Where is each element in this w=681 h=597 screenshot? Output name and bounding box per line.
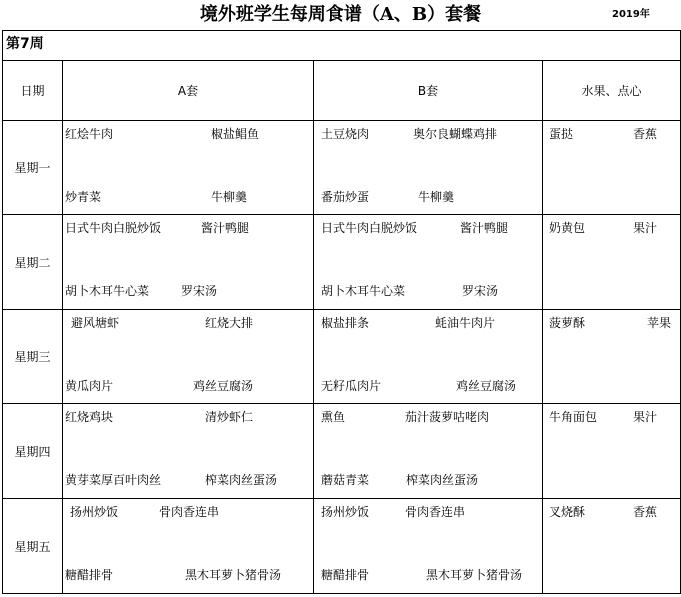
dish-item: 牛柳羹 [211,190,248,204]
dish-item: 黄瓜肉片 [65,379,114,393]
set-a-cell [62,403,314,499]
dish-item: 榨菜肉丝蛋汤 [406,473,479,487]
fruit-cell [542,120,681,215]
set-a-cell [62,120,314,215]
dish-item: 椒盐排条 [321,316,370,330]
dish-item: 日式牛肉白脱炒饭 [65,221,162,235]
dish-item: 奥尔良蝴蝶鸡排 [413,127,498,141]
dish-item: 果汁 [633,410,658,424]
dish-item: 罗宋汤 [462,284,499,298]
dish-item: 苹果 [647,316,672,330]
dish-item: 红烩牛肉 [65,127,114,141]
set-b-cell [313,120,543,215]
dish-item: 奶黄包 [549,221,586,235]
set-b-cell [313,498,543,594]
dish-item: 胡卜木耳牛心菜 [321,284,406,298]
set-b-cell [313,403,543,499]
dish-item: 蘑菇青菜 [321,473,370,487]
dish-item: 椒盐鲳鱼 [211,127,260,141]
dish-item: 骨肉香连串 [159,505,220,519]
set-a-cell [62,309,314,404]
dish-item: 清炒虾仁 [205,410,254,424]
dish-item: 香蕉 [633,127,658,141]
year-label: 2019年 [612,9,650,20]
set-b-cell [313,309,543,404]
day-cell: 星期四 [2,403,63,499]
fruit-cell [542,309,681,404]
header-a: A套 [62,60,314,121]
day-cell: 星期三 [2,309,63,404]
day-cell: 星期一 [2,120,63,215]
fruit-cell [542,403,681,499]
fruit-cell [542,214,681,310]
dish-item: 牛角面包 [549,410,598,424]
dish-item: 榨菜肉丝蛋汤 [205,473,278,487]
set-a-cell [62,214,314,310]
day-cell: 星期二 [2,214,63,310]
dish-item: 酱汁鸭腿 [201,221,250,235]
dish-item: 扬州炒饭 [70,505,119,519]
dish-item: 黄芽菜厚百叶肉丝 [65,473,162,487]
header-day: 日期 [2,60,63,121]
dish-item: 骨肉香连串 [405,505,466,519]
dish-item: 酱汁鸭腿 [460,221,509,235]
dish-item: 黑木耳萝卜猪骨汤 [426,568,523,582]
dish-item: 茄汁菠萝咕咾肉 [405,410,490,424]
dish-item: 熏鱼 [321,410,346,424]
fruit-cell [542,498,681,594]
set-a-cell [62,498,314,594]
dish-item: 避风塘虾 [71,316,120,330]
dish-item: 蛋挞 [549,127,574,141]
dish-item: 红烧鸡块 [65,410,114,424]
week-label: 第7周 [6,36,44,52]
set-b-cell [313,214,543,310]
dish-item: 鸡丝豆腐汤 [193,379,254,393]
header-b: B套 [313,60,543,121]
dish-item: 牛柳羹 [418,190,455,204]
dish-item: 胡卜木耳牛心菜 [65,284,150,298]
dish-item: 糖醋排骨 [65,568,114,582]
dish-item: 日式牛肉白脱炒饭 [321,221,418,235]
dish-item: 无籽瓜肉片 [321,379,382,393]
dish-item: 蚝油牛肉片 [435,316,496,330]
menu-table [2,30,680,593]
dish-item: 扬州炒饭 [321,505,370,519]
dish-item: 黑木耳萝卜猪骨汤 [185,568,282,582]
dish-item: 鸡丝豆腐汤 [456,379,517,393]
header-fruit: 水果、点心 [542,60,681,121]
dish-item: 果汁 [633,221,658,235]
dish-item: 菠萝酥 [549,316,586,330]
dish-item: 叉烧酥 [549,505,586,519]
dish-item: 土豆烧肉 [321,127,370,141]
day-cell: 星期五 [2,498,63,594]
page-title: 境外班学生每周食谱（A、B）套餐 [199,4,482,25]
dish-item: 糖醋排骨 [321,568,370,582]
week-row [2,30,681,61]
dish-item: 番茄炒蛋 [321,190,370,204]
dish-item: 红烧大排 [205,316,254,330]
dish-item: 炒青菜 [65,190,102,204]
dish-item: 罗宋汤 [181,284,218,298]
dish-item: 香蕉 [633,505,658,519]
